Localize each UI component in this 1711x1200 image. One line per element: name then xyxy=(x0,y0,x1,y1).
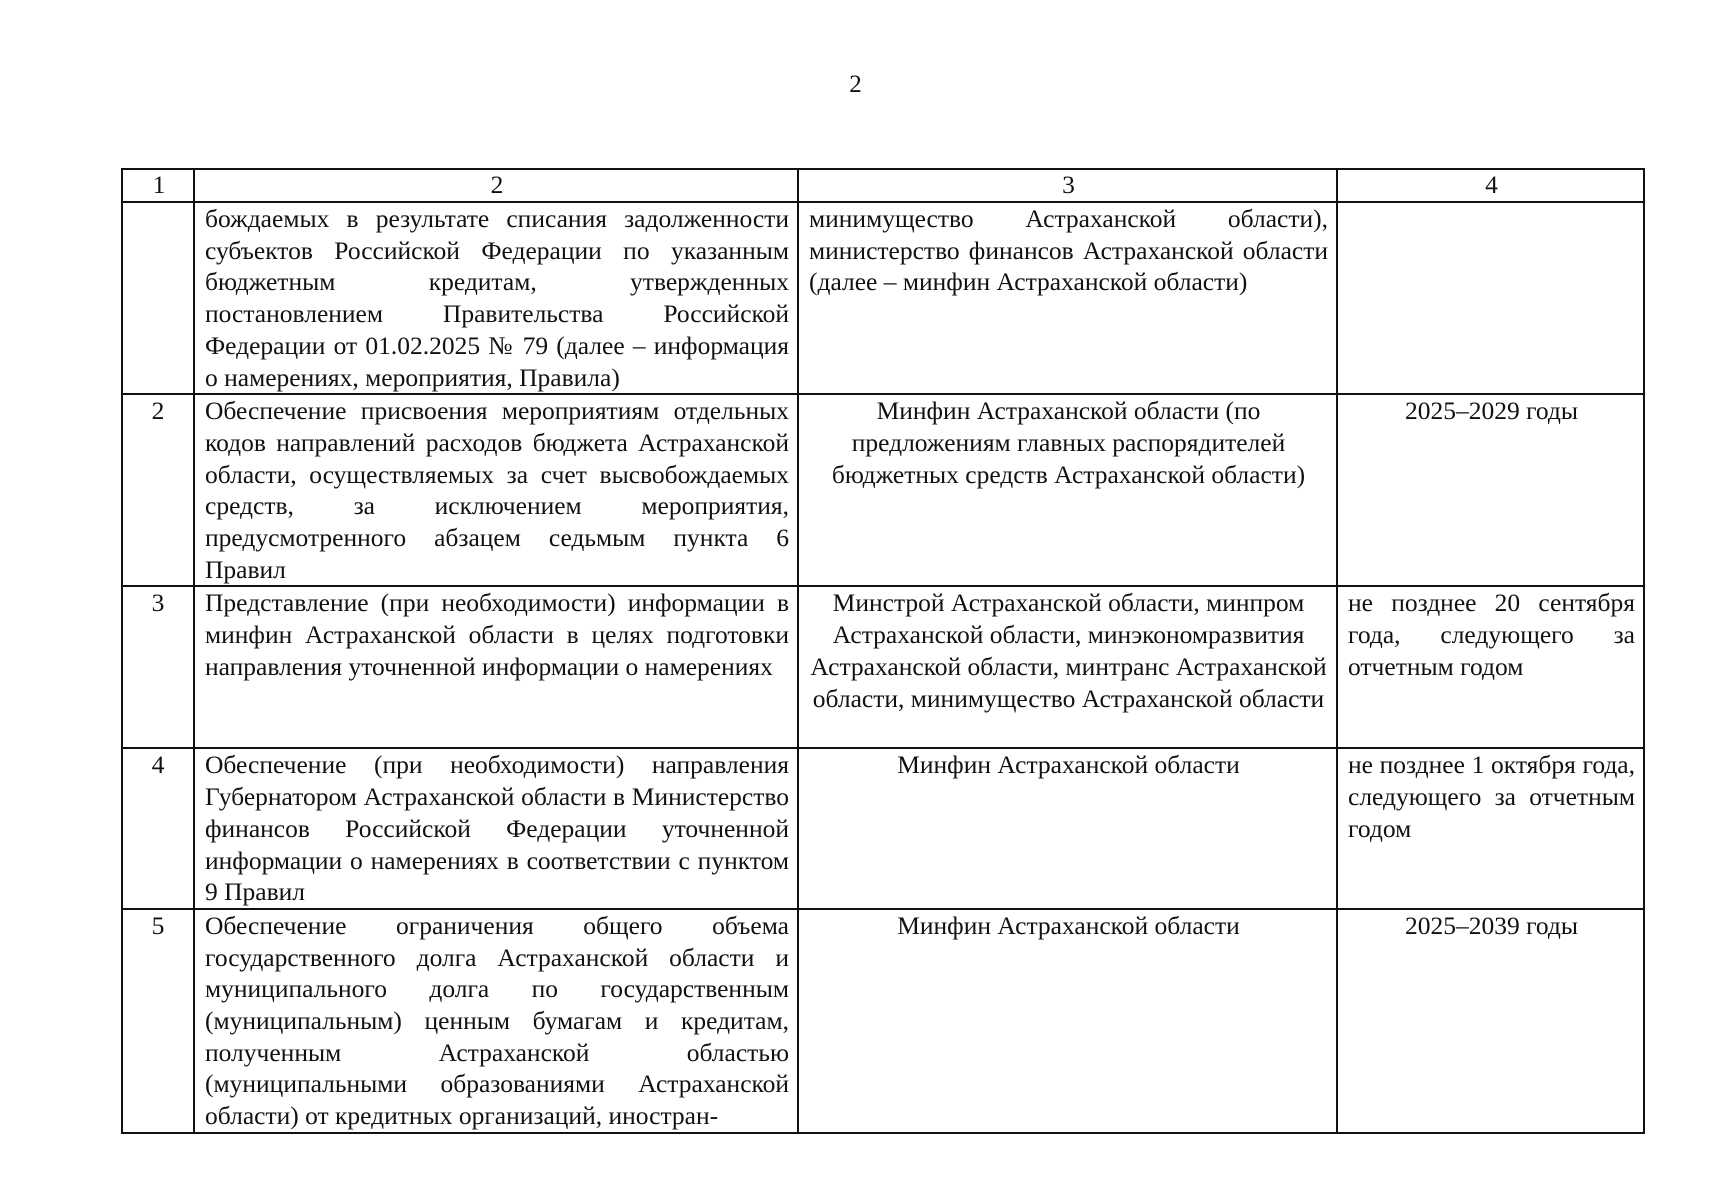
table-row xyxy=(122,909,1644,1133)
deadline-cell: не позднее 20 сентября года, следующего за отчетным годом xyxy=(1337,586,1644,748)
activity-cell: Обеспечение ограничения общего объема государственного долга Астраханской области и муниципального долга по государственным (муниципальным) ценным бумагам и кредитам, полученным Астраханской областью (муниципальными образованиями Астраханской области) от кредитных организаций, иностран- xyxy=(194,909,798,1133)
responsible-cell: Минстрой Астраханской области, минпром Астраханской области, минэкономразвития Астраханской области, минтранс Астраханской области, минимущество Астраханской области xyxy=(798,586,1337,748)
row-number: 4 xyxy=(122,748,194,909)
measures-table xyxy=(121,168,1645,1134)
table-row xyxy=(122,748,1644,909)
row-number: 2 xyxy=(122,394,194,586)
activity-cell: бождаемых в результате списания задолженности субъектов Российской Федерации по указанным бюджетным кредитам, утвержденных постановлением Правительства Российской Федерации от 01.02.2025 № 79 (далее – информация о намерениях, мероприятия, Правила) xyxy=(194,202,798,394)
responsible-cell: Минфин Астраханской области xyxy=(798,748,1337,909)
responsible-cell: минимущество Астраханской области), министерство финансов Астраханской области (далее – минфин Астраханской области) xyxy=(798,202,1337,394)
table-header-row xyxy=(122,169,1644,202)
deadline-cell: не позднее 1 октября года, следующего за отчетным годом xyxy=(1337,748,1644,909)
column-header-3: 3 xyxy=(798,169,1337,202)
row-number: 5 xyxy=(122,909,194,1133)
table-row xyxy=(122,202,1644,394)
deadline-cell: 2025–2029 годы xyxy=(1337,394,1644,586)
deadline-cell: 2025–2039 годы xyxy=(1337,909,1644,1133)
activity-cell: Обеспечение присвоения мероприятиям отдельных кодов направлений расходов бюджета Астраханской области, осуществляемых за счет высвобождаемых средств, за исключением мероприятия, предусмотренного абзацем седьмым пункта 6 Правил xyxy=(194,394,798,586)
row-number xyxy=(122,202,194,394)
responsible-cell: Минфин Астраханской области xyxy=(798,909,1337,1133)
column-header-4: 4 xyxy=(1337,169,1644,202)
activity-cell: Представление (при необходимости) информации в минфин Астраханской области в целях подготовки направления уточненной информации о намерениях xyxy=(194,586,798,748)
responsible-cell: Минфин Астраханской области (по предложениям главных распорядителей бюджетных средств Астраханской области) xyxy=(798,394,1337,586)
row-number: 3 xyxy=(122,586,194,748)
column-header-2: 2 xyxy=(194,169,798,202)
page-number: 2 xyxy=(849,71,862,98)
table-row xyxy=(122,394,1644,586)
deadline-cell xyxy=(1337,202,1644,394)
activity-cell: Обеспечение (при необходимости) направления Губернатором Астраханской области в Министерство финансов Российской Федерации уточненной информации о намерениях в соответствии с пунктом 9 Правил xyxy=(194,748,798,909)
table-row xyxy=(122,586,1644,748)
column-header-1: 1 xyxy=(122,169,194,202)
